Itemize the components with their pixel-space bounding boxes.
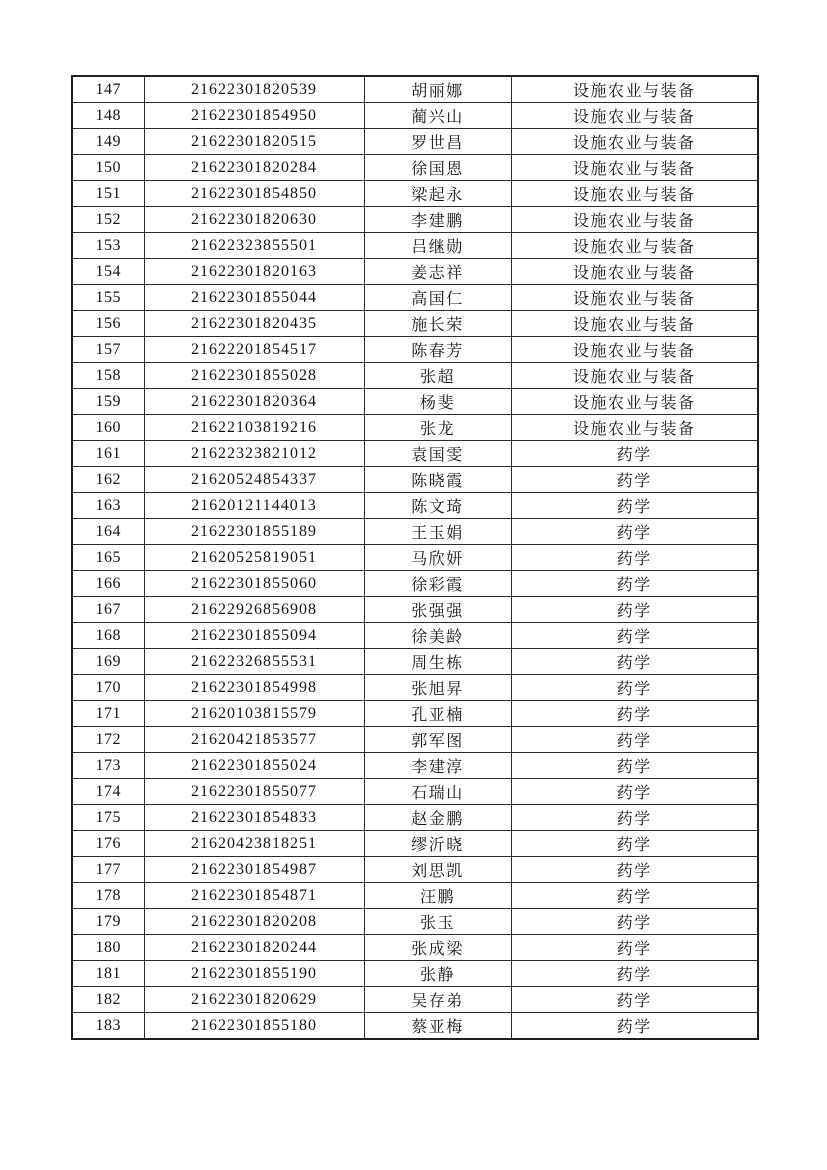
candidate-id-cell: 21622323855501 — [144, 233, 364, 259]
row-number-cell: 173 — [72, 753, 144, 779]
major-cell: 设施农业与装备 — [511, 233, 758, 259]
row-number-cell: 166 — [72, 571, 144, 597]
major-cell: 药学 — [511, 623, 758, 649]
row-number-cell: 149 — [72, 129, 144, 155]
major-cell: 药学 — [511, 857, 758, 883]
row-number-cell: 160 — [72, 415, 144, 441]
candidate-id-cell: 21620121144013 — [144, 493, 364, 519]
candidate-id-cell: 21620524854337 — [144, 467, 364, 493]
row-number-cell: 168 — [72, 623, 144, 649]
table-row — [72, 779, 758, 805]
name-cell: 罗世昌 — [364, 129, 511, 155]
name-cell: 徐国恩 — [364, 155, 511, 181]
candidate-id-cell: 21622301854987 — [144, 857, 364, 883]
name-cell: 徐美龄 — [364, 623, 511, 649]
candidate-id-cell: 21620423818251 — [144, 831, 364, 857]
row-number-cell: 151 — [72, 181, 144, 207]
name-cell: 蔺兴山 — [364, 103, 511, 129]
row-number-cell: 148 — [72, 103, 144, 129]
name-cell: 陈文琦 — [364, 493, 511, 519]
name-cell: 石瑞山 — [364, 779, 511, 805]
name-cell: 张成梁 — [364, 935, 511, 961]
roster-table-body — [72, 76, 758, 1039]
candidate-id-cell: 21622301855190 — [144, 961, 364, 987]
candidate-id-cell: 21622301820244 — [144, 935, 364, 961]
candidate-id-cell: 21622301855060 — [144, 571, 364, 597]
candidate-id-cell: 21620103815579 — [144, 701, 364, 727]
major-cell: 药学 — [511, 883, 758, 909]
major-cell: 设施农业与装备 — [511, 415, 758, 441]
name-cell: 周生栋 — [364, 649, 511, 675]
candidate-id-cell: 21622301855044 — [144, 285, 364, 311]
table-row — [72, 649, 758, 675]
name-cell: 马欣妍 — [364, 545, 511, 571]
name-cell: 赵金鹏 — [364, 805, 511, 831]
major-cell: 药学 — [511, 467, 758, 493]
name-cell: 郭军图 — [364, 727, 511, 753]
table-row — [72, 441, 758, 467]
row-number-cell: 156 — [72, 311, 144, 337]
row-number-cell: 164 — [72, 519, 144, 545]
candidate-id-cell: 21622301820629 — [144, 987, 364, 1013]
candidate-id-cell: 21622326855531 — [144, 649, 364, 675]
row-number-cell: 150 — [72, 155, 144, 181]
row-number-cell: 178 — [72, 883, 144, 909]
name-cell: 李建淳 — [364, 753, 511, 779]
table-row — [72, 727, 758, 753]
candidate-id-cell: 21622301855189 — [144, 519, 364, 545]
candidate-id-cell: 21622301854833 — [144, 805, 364, 831]
table-row — [72, 597, 758, 623]
table-row — [72, 1013, 758, 1040]
major-cell: 药学 — [511, 675, 758, 701]
row-number-cell: 147 — [72, 76, 144, 103]
name-cell: 张超 — [364, 363, 511, 389]
table-row — [72, 519, 758, 545]
candidate-id-cell: 21622926856908 — [144, 597, 364, 623]
row-number-cell: 180 — [72, 935, 144, 961]
row-number-cell: 169 — [72, 649, 144, 675]
name-cell: 陈晓霞 — [364, 467, 511, 493]
name-cell: 姜志祥 — [364, 259, 511, 285]
table-row — [72, 987, 758, 1013]
major-cell: 设施农业与装备 — [511, 155, 758, 181]
row-number-cell: 182 — [72, 987, 144, 1013]
table-row — [72, 571, 758, 597]
row-number-cell: 162 — [72, 467, 144, 493]
major-cell: 药学 — [511, 519, 758, 545]
row-number-cell: 183 — [72, 1013, 144, 1040]
candidate-id-cell: 21622301855024 — [144, 753, 364, 779]
major-cell: 药学 — [511, 831, 758, 857]
table-row — [72, 961, 758, 987]
name-cell: 袁国雯 — [364, 441, 511, 467]
major-cell: 设施农业与装备 — [511, 259, 758, 285]
major-cell: 药学 — [511, 571, 758, 597]
major-cell: 设施农业与装备 — [511, 389, 758, 415]
row-number-cell: 161 — [72, 441, 144, 467]
major-cell: 药学 — [511, 753, 758, 779]
candidate-id-cell: 21622301855077 — [144, 779, 364, 805]
candidate-id-cell: 21622301820163 — [144, 259, 364, 285]
name-cell: 孔亚楠 — [364, 701, 511, 727]
name-cell: 缪沂晓 — [364, 831, 511, 857]
candidate-id-cell: 21622301855094 — [144, 623, 364, 649]
row-number-cell: 176 — [72, 831, 144, 857]
row-number-cell: 172 — [72, 727, 144, 753]
major-cell: 药学 — [511, 909, 758, 935]
major-cell: 药学 — [511, 545, 758, 571]
table-row — [72, 181, 758, 207]
table-row — [72, 805, 758, 831]
row-number-cell: 171 — [72, 701, 144, 727]
table-row — [72, 415, 758, 441]
major-cell: 药学 — [511, 1013, 758, 1040]
major-cell: 药学 — [511, 597, 758, 623]
major-cell: 药学 — [511, 805, 758, 831]
major-cell: 药学 — [511, 935, 758, 961]
table-row — [72, 103, 758, 129]
table-row — [72, 389, 758, 415]
student-roster-table — [71, 75, 759, 1040]
candidate-id-cell: 21622301820208 — [144, 909, 364, 935]
name-cell: 蔡亚梅 — [364, 1013, 511, 1040]
name-cell: 吕继勋 — [364, 233, 511, 259]
name-cell: 张玉 — [364, 909, 511, 935]
major-cell: 设施农业与装备 — [511, 207, 758, 233]
table-row — [72, 363, 758, 389]
name-cell: 李建鹏 — [364, 207, 511, 233]
major-cell: 设施农业与装备 — [511, 337, 758, 363]
row-number-cell: 154 — [72, 259, 144, 285]
major-cell: 设施农业与装备 — [511, 363, 758, 389]
candidate-id-cell: 21620421853577 — [144, 727, 364, 753]
name-cell: 张旭昇 — [364, 675, 511, 701]
table-row — [72, 285, 758, 311]
candidate-id-cell: 21622301820364 — [144, 389, 364, 415]
name-cell: 张强强 — [364, 597, 511, 623]
major-cell: 设施农业与装备 — [511, 311, 758, 337]
candidate-id-cell: 21622301820539 — [144, 76, 364, 103]
major-cell: 设施农业与装备 — [511, 76, 758, 103]
table-row — [72, 909, 758, 935]
table-row — [72, 129, 758, 155]
candidate-id-cell: 21622301854998 — [144, 675, 364, 701]
row-number-cell: 181 — [72, 961, 144, 987]
table-row — [72, 76, 758, 103]
major-cell: 药学 — [511, 441, 758, 467]
name-cell: 杨斐 — [364, 389, 511, 415]
name-cell: 陈春芳 — [364, 337, 511, 363]
candidate-id-cell: 21622301854850 — [144, 181, 364, 207]
name-cell: 徐彩霞 — [364, 571, 511, 597]
candidate-id-cell: 21622301854950 — [144, 103, 364, 129]
table-row — [72, 883, 758, 909]
major-cell: 设施农业与装备 — [511, 129, 758, 155]
row-number-cell: 174 — [72, 779, 144, 805]
table-row — [72, 701, 758, 727]
row-number-cell: 157 — [72, 337, 144, 363]
major-cell: 药学 — [511, 493, 758, 519]
name-cell: 张静 — [364, 961, 511, 987]
row-number-cell: 165 — [72, 545, 144, 571]
row-number-cell: 158 — [72, 363, 144, 389]
row-number-cell: 177 — [72, 857, 144, 883]
table-row — [72, 207, 758, 233]
table-row — [72, 493, 758, 519]
major-cell: 药学 — [511, 727, 758, 753]
candidate-id-cell: 21622301820630 — [144, 207, 364, 233]
row-number-cell: 153 — [72, 233, 144, 259]
table-row — [72, 467, 758, 493]
row-number-cell: 163 — [72, 493, 144, 519]
major-cell: 药学 — [511, 701, 758, 727]
row-number-cell: 170 — [72, 675, 144, 701]
table-row — [72, 857, 758, 883]
row-number-cell: 175 — [72, 805, 144, 831]
table-row — [72, 233, 758, 259]
candidate-id-cell: 21622103819216 — [144, 415, 364, 441]
name-cell: 施长荣 — [364, 311, 511, 337]
major-cell: 设施农业与装备 — [511, 285, 758, 311]
table-row — [72, 623, 758, 649]
candidate-id-cell: 21622301855180 — [144, 1013, 364, 1040]
table-row — [72, 259, 758, 285]
table-row — [72, 311, 758, 337]
candidate-id-cell: 21622201854517 — [144, 337, 364, 363]
row-number-cell: 179 — [72, 909, 144, 935]
table-row — [72, 935, 758, 961]
row-number-cell: 155 — [72, 285, 144, 311]
table-row — [72, 675, 758, 701]
row-number-cell: 159 — [72, 389, 144, 415]
table-row — [72, 831, 758, 857]
name-cell: 王玉娟 — [364, 519, 511, 545]
name-cell: 张龙 — [364, 415, 511, 441]
major-cell: 药学 — [511, 987, 758, 1013]
major-cell: 药学 — [511, 779, 758, 805]
row-number-cell: 152 — [72, 207, 144, 233]
name-cell: 胡丽娜 — [364, 76, 511, 103]
name-cell: 刘思凯 — [364, 857, 511, 883]
row-number-cell: 167 — [72, 597, 144, 623]
major-cell: 设施农业与装备 — [511, 103, 758, 129]
major-cell: 药学 — [511, 649, 758, 675]
candidate-id-cell: 21620525819051 — [144, 545, 364, 571]
major-cell: 设施农业与装备 — [511, 181, 758, 207]
candidate-id-cell: 21622323821012 — [144, 441, 364, 467]
candidate-id-cell: 21622301820284 — [144, 155, 364, 181]
candidate-id-cell: 21622301854871 — [144, 883, 364, 909]
table-row — [72, 155, 758, 181]
name-cell: 汪鹏 — [364, 883, 511, 909]
name-cell: 吴存弟 — [364, 987, 511, 1013]
candidate-id-cell: 21622301820435 — [144, 311, 364, 337]
name-cell: 高国仁 — [364, 285, 511, 311]
table-row — [72, 337, 758, 363]
table-row — [72, 545, 758, 571]
table-row — [72, 753, 758, 779]
candidate-id-cell: 21622301820515 — [144, 129, 364, 155]
candidate-id-cell: 21622301855028 — [144, 363, 364, 389]
major-cell: 药学 — [511, 961, 758, 987]
name-cell: 梁起永 — [364, 181, 511, 207]
